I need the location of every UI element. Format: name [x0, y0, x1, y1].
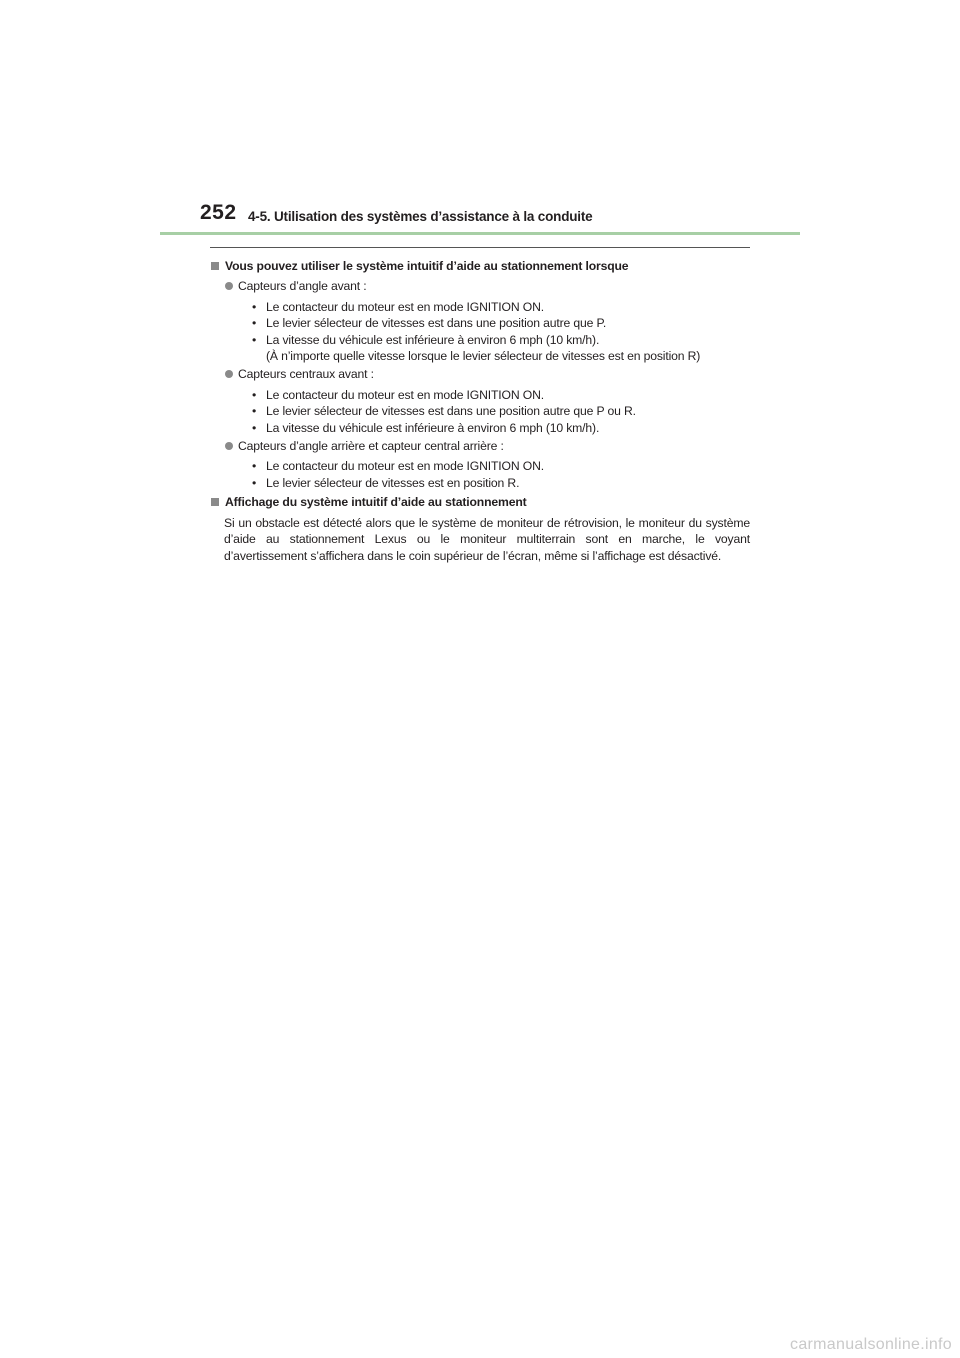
list-item — [252, 299, 750, 315]
section-heading-text: Vous pouvez utiliser le système intuitif d’aide au stationnement lorsque — [225, 259, 629, 273]
section-heading-text: Affichage du système intuitif d’aide au stationnement — [225, 495, 527, 510]
section-title: 4-5. Utilisation des systèmes d’assistance à la conduite — [248, 209, 593, 224]
list-bullet: • — [252, 332, 257, 347]
condition-list — [238, 458, 750, 491]
page-number: 252 — [200, 201, 237, 224]
condition-list — [238, 299, 750, 365]
list-item-text: La vitesse du véhicule est inférieure à environ 6 mph (10 km/h). — [266, 420, 600, 435]
round-bullet-icon — [225, 370, 233, 378]
list-item — [252, 403, 750, 419]
list-item-text: Le contacteur du moteur est en mode IGNITION ON. — [266, 387, 544, 402]
condition-group-label: Capteurs d’angle avant : — [238, 279, 367, 294]
list-item — [252, 315, 750, 331]
round-bullet-icon — [225, 442, 233, 450]
header-rule — [160, 232, 800, 235]
list-item-text: Le contacteur du moteur est en mode IGNITION ON. — [266, 459, 544, 474]
list-item — [252, 458, 750, 474]
list-bullet: • — [252, 404, 257, 419]
list-item-text: Le levier sélecteur de vitesses est en position R. — [266, 475, 520, 490]
list-item — [252, 475, 750, 491]
list-item-text: Le levier sélecteur de vitesses est dans une position autre que P ou R. — [266, 404, 636, 419]
condition-group-label: Capteurs centraux avant : — [238, 367, 374, 382]
list-bullet: • — [252, 459, 257, 474]
square-bullet-icon — [211, 498, 219, 506]
list-bullet: • — [252, 387, 257, 402]
condition-group — [210, 278, 750, 364]
section-paragraph: Si un obstacle est détecté alors que le système de moniteur de rétrovision, le moniteur du système d’aide au stationnement Lexus ou le moniteur multiterrain sont en marche, le voyant d’avertissement s’affichera dans le coin supérieur de l’écran, même si l’affichage est désactivé. — [224, 515, 750, 563]
content — [210, 258, 750, 564]
list-bullet: • — [252, 299, 257, 314]
list-bullet: • — [252, 475, 257, 490]
list-item-text: Le contacteur du moteur est en mode IGNITION ON. — [266, 299, 544, 314]
watermark: carmanualsonline.info — [790, 1336, 952, 1353]
list-item — [252, 332, 750, 365]
round-bullet-icon — [225, 282, 233, 290]
list-item — [252, 420, 750, 436]
list-item-note: (À n’importe quelle vitesse lorsque le levier sélecteur de vitesses est en position R) — [266, 349, 701, 364]
condition-group — [210, 366, 750, 436]
list-item-text: Le levier sélecteur de vitesses est dans une position autre que P. — [266, 316, 607, 331]
condition-list — [238, 387, 750, 436]
list-bullet: • — [252, 420, 257, 435]
list-bullet: • — [252, 316, 257, 331]
list-item-text: La vitesse du véhicule est inférieure à environ 6 mph (10 km/h). — [266, 332, 600, 347]
square-bullet-icon — [211, 262, 219, 270]
condition-group-label: Capteurs d’angle arrière et capteur central arrière : — [238, 439, 504, 454]
section-heading — [210, 258, 750, 274]
condition-group — [210, 438, 750, 491]
list-item — [252, 387, 750, 403]
content-rule — [210, 247, 750, 248]
section-heading — [210, 494, 750, 510]
